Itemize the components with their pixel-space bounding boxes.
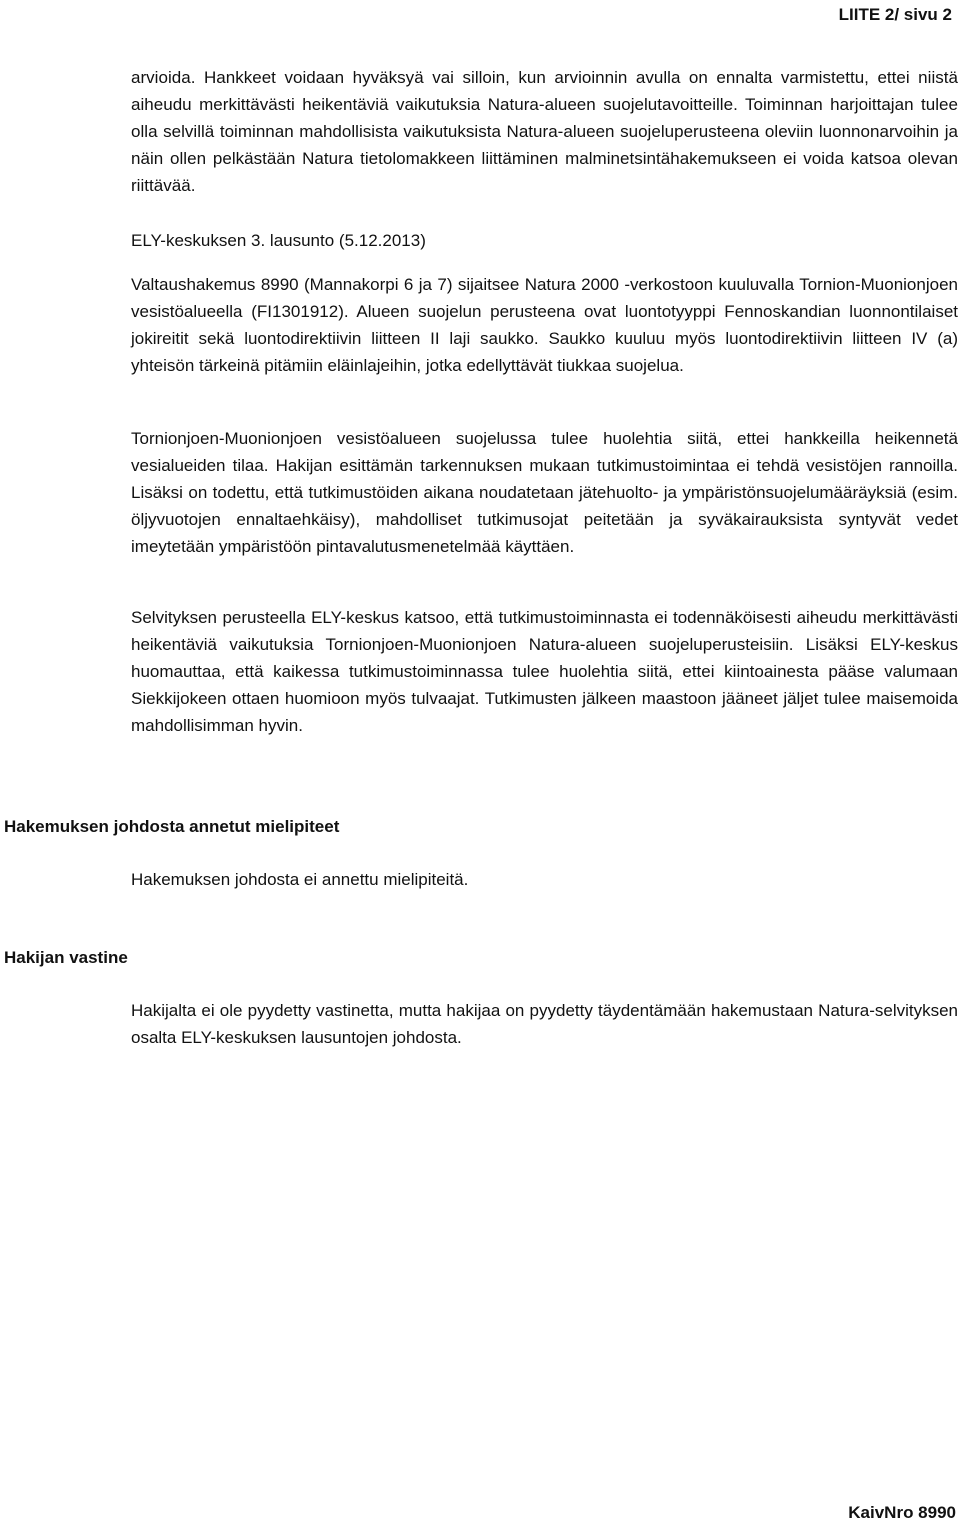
continuation-text: arvioida. Hankkeet voidaan hyväksyä vai silloin, kun arvioinnin avulla on ennalta varmistettu, ettei niistä aiheudu merkittävästi heikentäviä vaikutuksia Natura-alueen suojelutavoitteille. Toiminnan harjoittajan tulee olla selvillä toiminnan mahdollisista vaikutuksista Natura-alueen suojeluperusteena oleviin luonnonarvoihin ja näin ollen pelkästään Natura tietolomakkeen liittäminen malminetsintähakemukseen ei voida katsoa olevan riittävää. [131,68,958,195]
ely-paragraph-2: Tornionjoen-Muonionjoen vesistöalueen suojelussa tulee huolehtia siitä, ettei hankkeilla heikennetä vesialueiden tilaa. Hakijan esittämän tarkennuksen mukaan tutkimustoimintaa ei tehdä vesistöjen rannoilla. Lisäksi on todettu, että tutkimustöiden aikana noudatetaan jätehuolto- ja ympäristönsuojelumääräyksiä (esim. öljyvuotojen ennaltaehkäisy), mahdolliset tutkimusojat peitetään ja syväkairauksista syntyvät vedet imeytetään ympäristöön pintavalutusmenetelmää käyttäen. [131,429,958,556]
section-heading-opinions: Hakemuksen johdosta annetut mielipiteet [4,817,340,836]
continuation-paragraph [131,64,958,199]
ely-statement-heading: ELY-keskuksen 3. lausunto (5.12.2013) [131,231,426,250]
page-footer-label: KaivNro 8990 [848,1503,956,1522]
ely-paragraph-1: Valtaushakemus 8990 (Mannakorpi 6 ja 7) sijaitsee Natura 2000 -verkostoon kuuluvalla Tornion-Muonionjoen vesistöalueella (FI1301912). Alueen suojelun perusteena ovat luontotyyppi Fennoskandian luonnontilaiset jokireitit sekä luontodirektiivin liitteen II laji saukko. Saukko kuuluu myös luontodirektiivin liitteen IV (a) yhteisön tärkeinä pitämiin eläinlajeihin, jotka edellyttävät tiukkaa suojelua. [131,275,958,375]
page-header-label: LIITE 2/ sivu 2 [838,5,952,24]
section-heading-response: Hakijan vastine [4,948,128,967]
ely-paragraph-3: Selvityksen perusteella ELY-keskus katsoo, että tutkimustoiminnasta ei todennäköisesti aiheudu merkittävästi heikentäviä vaikutuksia Tornionjoen-Muonionjoen Natura-alueen suojeluperusteisiin. Lisäksi ELY-keskus huomauttaa, että kaikessa tutkimustoiminnassa tulee huolehtia siitä, ettei kiintoainesta pääse valumaan Siekkijokeen ottaen huomioon myös tulvaajat. Tutkimusten jälkeen maastoon jääneet jäljet tulee maisemoida mahdollisimman hyvin. [131,608,958,735]
section-text-opinions: Hakemuksen johdosta ei annettu mielipiteitä. [131,870,469,889]
section-text-response: Hakijalta ei ole pyydetty vastinetta, mutta hakijaa on pyydetty täydentämään hakemustaan Natura-selvityksen osalta ELY-keskuksen lausuntojen johdosta. [131,1001,958,1047]
